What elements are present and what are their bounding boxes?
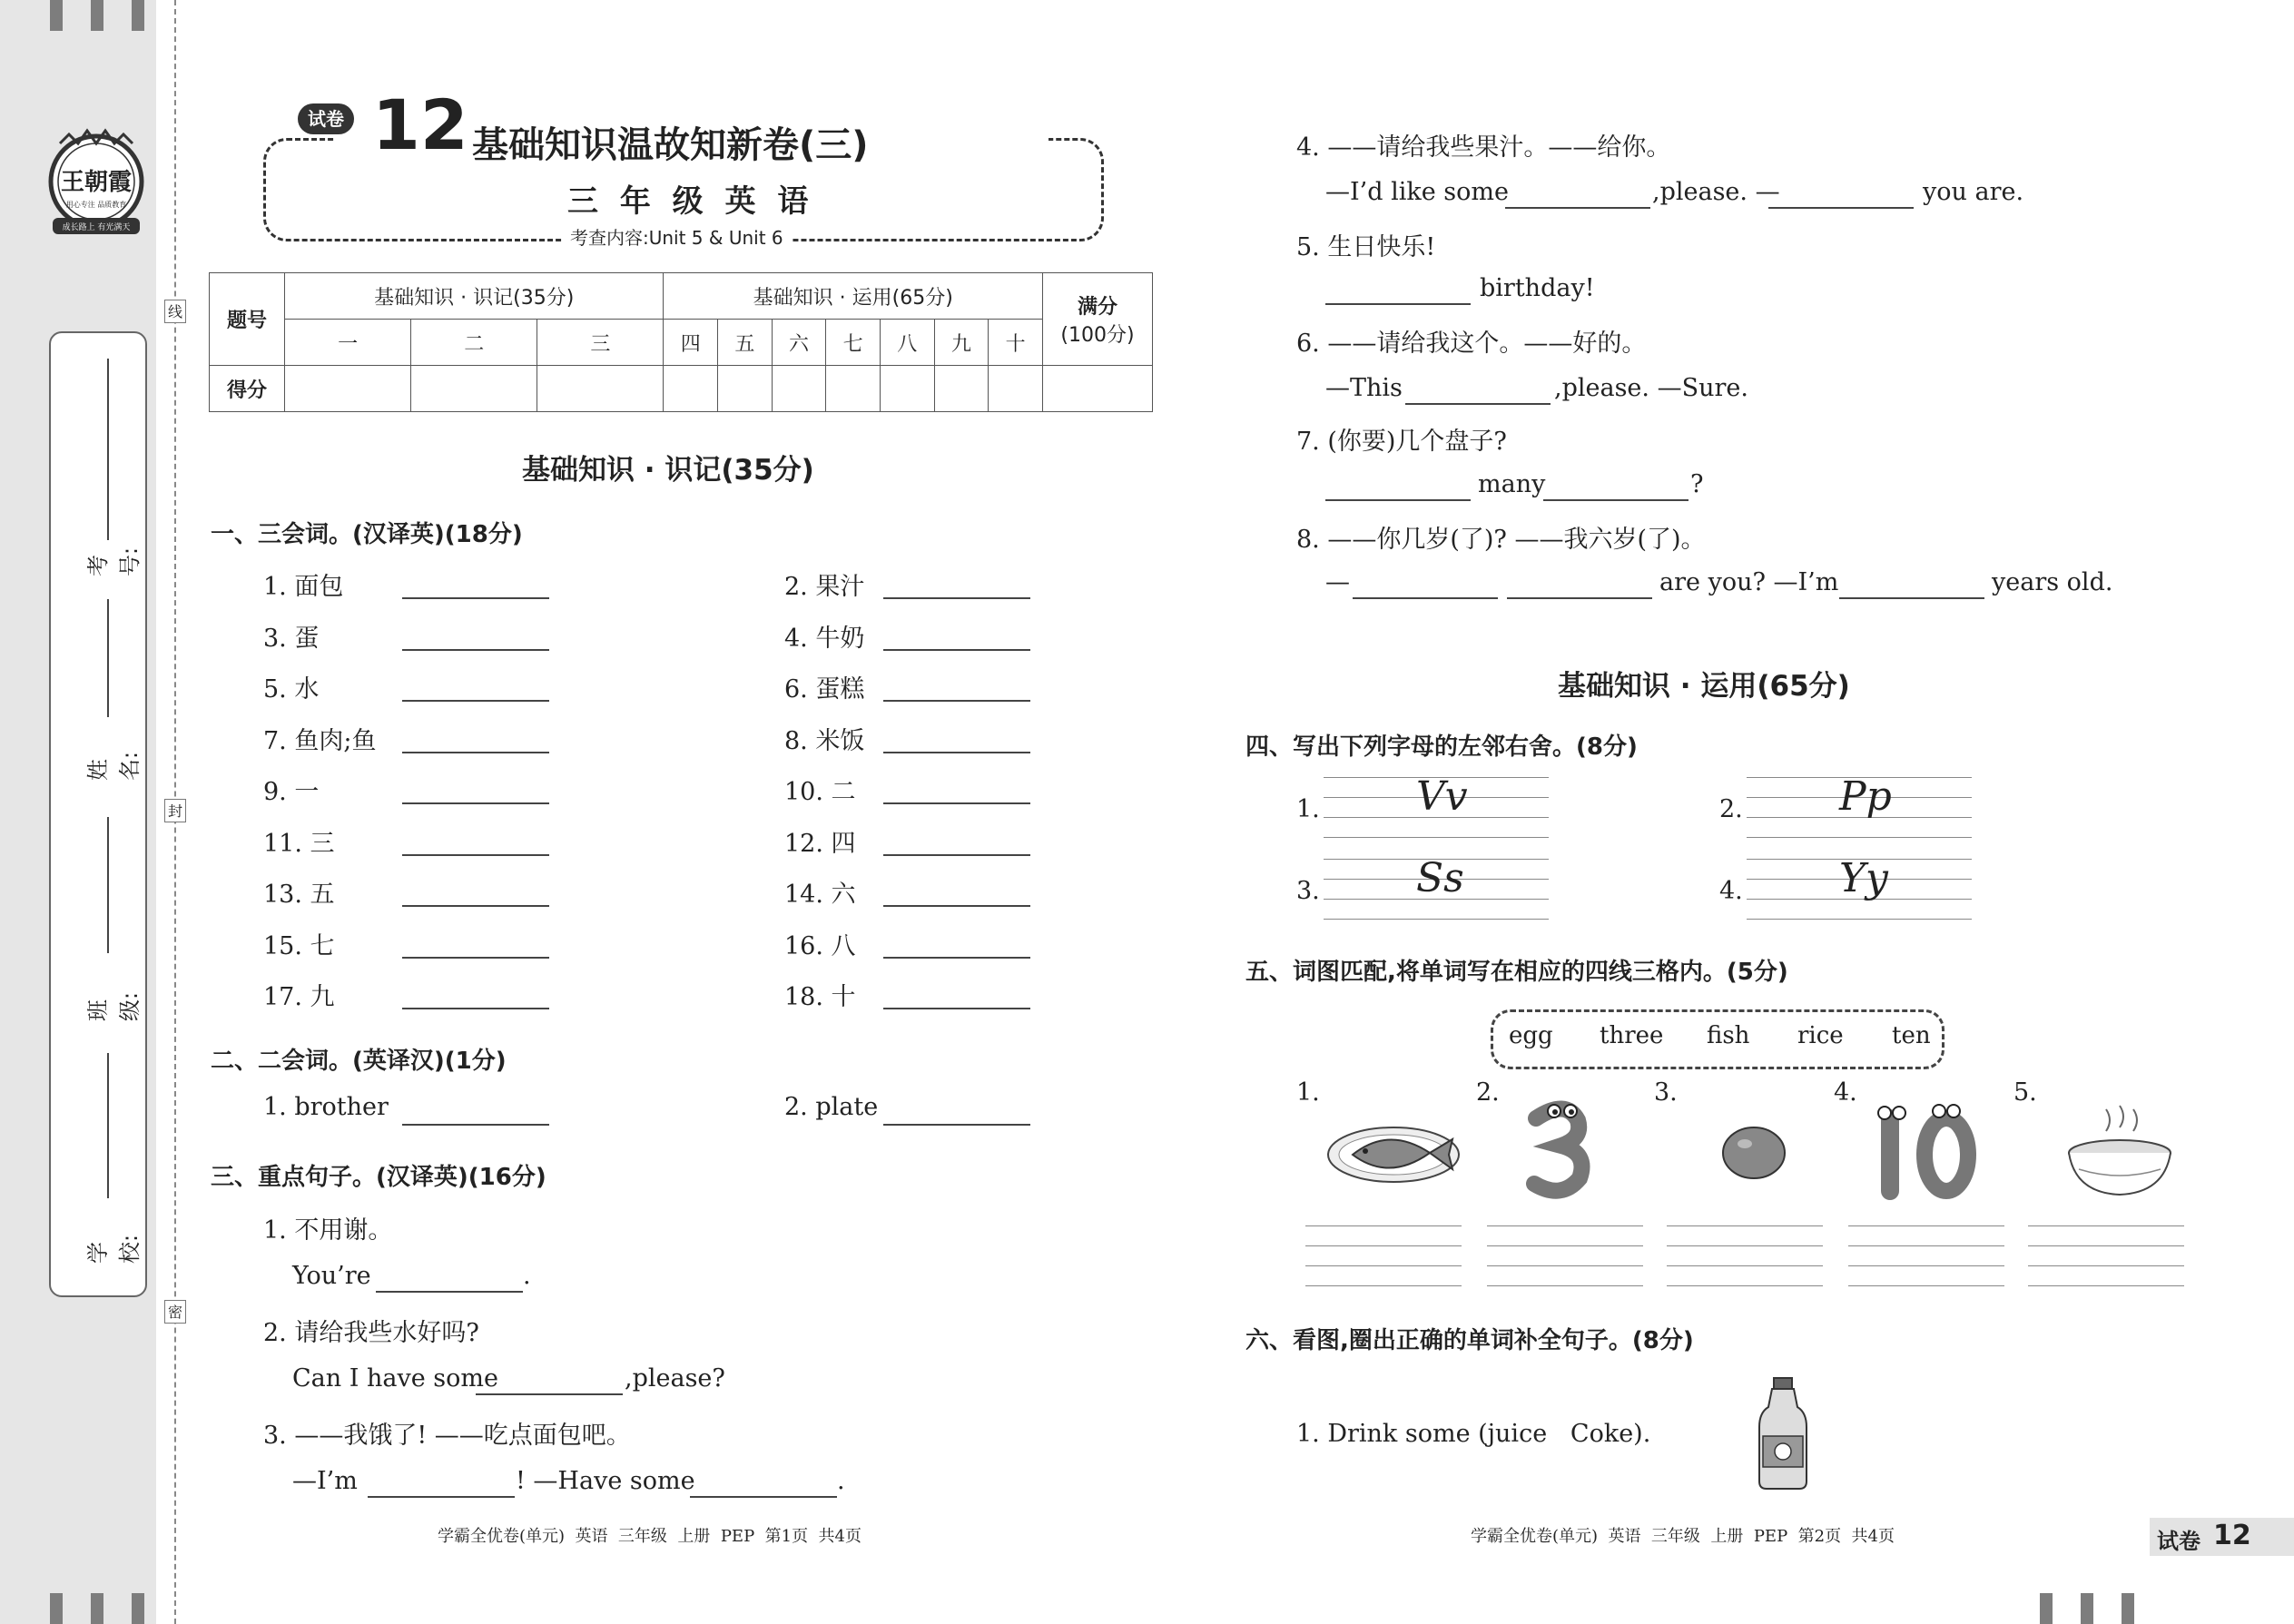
page-title: 基础知识温故知新卷(三) <box>472 124 869 166</box>
word-bank-word: fish <box>1707 1022 1750 1049</box>
answer-blank[interactable] <box>883 649 1030 651</box>
sentence-text: —I’d like some <box>1325 178 1509 206</box>
school-field[interactable]: 学校: <box>80 1053 116 1271</box>
sentence-text: are you? —I’m <box>1659 568 1839 596</box>
answer-blank[interactable] <box>402 700 549 702</box>
sentence-text: years old. <box>1992 568 2113 596</box>
vocab-item: 7. 鱼肉;鱼 <box>263 727 377 755</box>
picture-number: 2. <box>1476 1078 1500 1107</box>
answer-blank[interactable] <box>1505 207 1650 209</box>
logo-motto: 用心专注 品质教育 <box>65 201 127 209</box>
page-footer: 学霸全优卷(单元) 英语 三年级 上册 PEP 第1页 共4页 <box>438 1527 861 1546</box>
corner-mark <box>132 0 144 31</box>
sentence-text: —This <box>1325 374 1403 402</box>
score-cell[interactable] <box>934 366 989 412</box>
answer-blank[interactable] <box>1768 207 1914 209</box>
section6-title: 六、看图,圈出正确的单词补全句子。(8分) <box>1245 1327 1694 1354</box>
vocab-item: 6. 蛋糕 <box>784 675 865 704</box>
vocab-item: 16. 八 <box>784 932 856 960</box>
sentence-prompt: 1. 不用谢。 <box>263 1216 393 1245</box>
vocab-item: 2. 果汁 <box>784 573 865 601</box>
corner-mark <box>2081 1593 2093 1624</box>
answer-blank[interactable] <box>883 854 1030 856</box>
word-bank-word: rice <box>1797 1022 1844 1049</box>
section2-title: 二、二会词。(英译汉)(1分) <box>211 1048 507 1075</box>
answer-blank[interactable] <box>402 957 549 959</box>
sentence-prompt: 2. 请给我些水好吗? <box>263 1319 479 1347</box>
four-line-grid[interactable] <box>1667 1225 1823 1285</box>
class-field[interactable]: 班级: <box>80 817 116 1035</box>
vocab-item: 15. 七 <box>263 932 335 960</box>
vocab-item: 5. 水 <box>263 675 320 704</box>
score-cell[interactable] <box>880 366 934 412</box>
egg-picture <box>1718 1122 1790 1182</box>
four-line-grid[interactable] <box>1487 1225 1643 1285</box>
name-field[interactable]: 姓名: <box>80 599 116 799</box>
section1-title: 一、三会词。(汉译英)(18分) <box>211 521 523 548</box>
part2-title: 基础知识 · 运用(65分) <box>1558 670 1850 703</box>
answer-blank[interactable] <box>1507 597 1652 599</box>
four-line-grid[interactable] <box>2028 1225 2184 1285</box>
corner-mark <box>50 1593 63 1624</box>
vocab-item: 17. 九 <box>263 983 335 1011</box>
corner-mark <box>132 1593 144 1624</box>
vocab-item: 11. 三 <box>263 830 335 858</box>
exam-number: 12 <box>372 84 468 165</box>
picture-number: 4. <box>1834 1078 1857 1107</box>
answer-blank[interactable] <box>402 597 549 599</box>
answer-blank[interactable] <box>402 802 549 804</box>
exam-badge: 试卷 <box>298 103 354 134</box>
answer-blank[interactable] <box>883 957 1030 959</box>
letter-item-number: 4. <box>1719 877 1743 905</box>
sentence-text: Can I have some <box>292 1364 498 1393</box>
score-cell[interactable] <box>826 366 881 412</box>
vocab-item: 4. 牛奶 <box>784 625 865 653</box>
vocab-item: 3. 蛋 <box>263 625 320 653</box>
vocab-item: 10. 二 <box>784 778 856 806</box>
bowl-of-rice-picture <box>2061 1100 2179 1200</box>
sentence-text: birthday! <box>1480 274 1595 302</box>
answer-blank[interactable] <box>883 1008 1030 1009</box>
part1-title: 基础知识 · 识记(35分) <box>522 454 814 487</box>
word-bank-word: three <box>1600 1022 1664 1049</box>
q-num: 二 <box>411 320 537 366</box>
letter-shown: Vv <box>1416 773 1468 820</box>
answer-blank[interactable] <box>883 1124 1030 1126</box>
answer-blank[interactable] <box>883 905 1030 907</box>
q-num: 八 <box>880 320 934 366</box>
part2-header: 基础知识 · 运用(65分) <box>664 273 1043 320</box>
letter-item-number: 2. <box>1719 795 1743 823</box>
corner-tag-number: 12 <box>2213 1520 2251 1551</box>
sentence-prompt: 6. ——请给我这个。——好的。 <box>1296 330 1647 358</box>
sentence-text: you are. <box>1923 178 2024 206</box>
answer-blank[interactable] <box>883 700 1030 702</box>
sentence-prompt: 3. ——我饿了! ——吃点面包吧。 <box>263 1422 631 1450</box>
letter-shown: Ss <box>1416 855 1464 901</box>
publisher-logo <box>42 127 151 245</box>
section4-title: 四、写出下列字母的左邻右舍。(8分) <box>1245 733 1638 761</box>
sentence-text: ,please. —Sure. <box>1554 374 1748 402</box>
answer-blank[interactable] <box>402 649 549 651</box>
exam-scope: 考查内容:Unit 5 & Unit 6 <box>563 223 791 250</box>
vocab-item: 12. 四 <box>784 830 856 858</box>
q-num: 六 <box>772 320 826 366</box>
subject-title: 三 年 级 英 语 <box>567 183 814 220</box>
corner-mark <box>91 0 103 31</box>
answer-blank[interactable] <box>883 597 1030 599</box>
answer-blank[interactable] <box>402 905 549 907</box>
answer-blank[interactable] <box>883 802 1030 804</box>
picture-number: 3. <box>1654 1078 1678 1107</box>
number-three-picture <box>1525 1100 1598 1200</box>
logo-ribbon: 成长路上 有光满天 <box>62 223 131 232</box>
score-cell[interactable] <box>989 366 1043 412</box>
vocab-item: 2. plate <box>784 1093 879 1121</box>
corner-tag-label: 试卷 <box>2157 1529 2200 1554</box>
full-score-cell: 满分 (100分) <box>1043 273 1153 366</box>
word-bank-word: ten <box>1892 1022 1931 1049</box>
letter-shown: Pp <box>1839 773 1892 820</box>
sentence-text: You’re <box>292 1262 371 1290</box>
vocab-item: 13. 五 <box>263 881 335 909</box>
q-num: 四 <box>664 320 718 366</box>
q-num: 五 <box>718 320 773 366</box>
sentence-prompt: 8. ——你几岁(了)? ——我六岁(了)。 <box>1296 526 1706 554</box>
answer-blank[interactable] <box>1325 499 1471 501</box>
juice-bottle-picture <box>1756 1376 1810 1491</box>
four-line-grid[interactable] <box>1848 1225 2004 1285</box>
vocab-item: 18. 十 <box>784 983 856 1011</box>
answer-blank[interactable] <box>476 1393 623 1395</box>
answer-blank[interactable] <box>1839 597 1984 599</box>
answer-blank[interactable] <box>1353 597 1498 599</box>
part1-header: 基础知识 · 识记(35分) <box>285 273 664 320</box>
page-footer: 学霸全优卷(单元) 英语 三年级 上册 PEP 第2页 共4页 <box>1471 1527 1895 1546</box>
answer-blank[interactable] <box>402 1124 549 1126</box>
q-num: 九 <box>934 320 989 366</box>
sentence-text: ? <box>1690 470 1704 498</box>
sentence-text: ,please? <box>625 1364 725 1393</box>
answer-blank[interactable] <box>1325 303 1471 305</box>
answer-blank[interactable] <box>402 752 549 753</box>
vocab-item: 1. 面包 <box>263 573 344 601</box>
q-num: 三 <box>537 320 664 366</box>
fish-on-plate-picture <box>1325 1117 1462 1189</box>
sentence-prompt: 1. Drink some (juice Coke). <box>1296 1420 1651 1448</box>
score-cell[interactable] <box>1043 366 1153 412</box>
word-bank-word: egg <box>1509 1022 1553 1049</box>
answer-blank[interactable] <box>1543 499 1689 501</box>
sentence-text: ! —Have some <box>516 1467 695 1495</box>
sentence-text: . <box>837 1467 845 1495</box>
sentence-text: . <box>523 1262 531 1290</box>
sentence-prompt: 4. ——请给我些果汁。——给你。 <box>1296 133 1671 162</box>
score-row-label: 得分 <box>210 366 285 412</box>
question-no-header: 题号 <box>210 273 285 366</box>
score-table <box>209 272 1153 412</box>
score-cell[interactable] <box>718 366 773 412</box>
vocab-item: 14. 六 <box>784 881 856 909</box>
sentence-text: ,please. — <box>1652 178 1780 206</box>
score-cell[interactable] <box>772 366 826 412</box>
q-num: 七 <box>826 320 881 366</box>
letter-shown: Yy <box>1839 855 1888 901</box>
score-cell[interactable] <box>285 366 411 412</box>
section3-title: 三、重点句子。(汉译英)(16分) <box>211 1164 546 1191</box>
corner-mark <box>2122 1593 2134 1624</box>
letter-item-number: 1. <box>1296 795 1320 823</box>
cut-mark-2: 封 <box>164 799 186 822</box>
answer-blank[interactable] <box>1405 403 1551 405</box>
q-num: 十 <box>989 320 1043 366</box>
score-cell[interactable] <box>537 366 664 412</box>
logo-name: 王朝霞 <box>60 169 132 196</box>
letter-item-number: 3. <box>1296 877 1320 905</box>
vocab-item: 9. 一 <box>263 778 320 806</box>
cut-mark-1: 线 <box>164 300 186 323</box>
answer-blank[interactable] <box>402 854 549 856</box>
answer-blank[interactable] <box>883 752 1030 753</box>
picture-number: 1. <box>1296 1078 1320 1107</box>
sentence-prompt: 5. 生日快乐! <box>1296 233 1436 261</box>
sentence-prompt: 7. (你要)几个盘子? <box>1296 428 1507 456</box>
score-cell[interactable] <box>411 366 537 412</box>
score-cell[interactable] <box>664 366 718 412</box>
answer-blank[interactable] <box>368 1496 515 1498</box>
corner-mark <box>2040 1593 2053 1624</box>
corner-mark <box>91 1593 103 1624</box>
picture-number: 5. <box>2013 1078 2037 1107</box>
vocab-item: 8. 米饭 <box>784 727 865 755</box>
four-line-grid[interactable] <box>1305 1225 1462 1285</box>
q-num: 一 <box>285 320 411 366</box>
sentence-text: many <box>1478 470 1546 498</box>
number-ten-picture <box>1863 1100 1981 1200</box>
exam-no-field[interactable]: 考号: <box>80 359 116 595</box>
answer-blank[interactable] <box>402 1008 549 1009</box>
vocab-item: 1. brother <box>263 1093 389 1121</box>
corner-mark <box>50 0 63 31</box>
sentence-text: — <box>1325 568 1350 596</box>
sentence-text: —I’m <box>292 1467 358 1495</box>
answer-blank[interactable] <box>690 1496 837 1498</box>
section5-title: 五、词图匹配,将单词写在相应的四线三格内。(5分) <box>1245 959 1788 986</box>
answer-blank[interactable] <box>376 1291 523 1293</box>
cut-mark-3: 密 <box>164 1300 186 1324</box>
